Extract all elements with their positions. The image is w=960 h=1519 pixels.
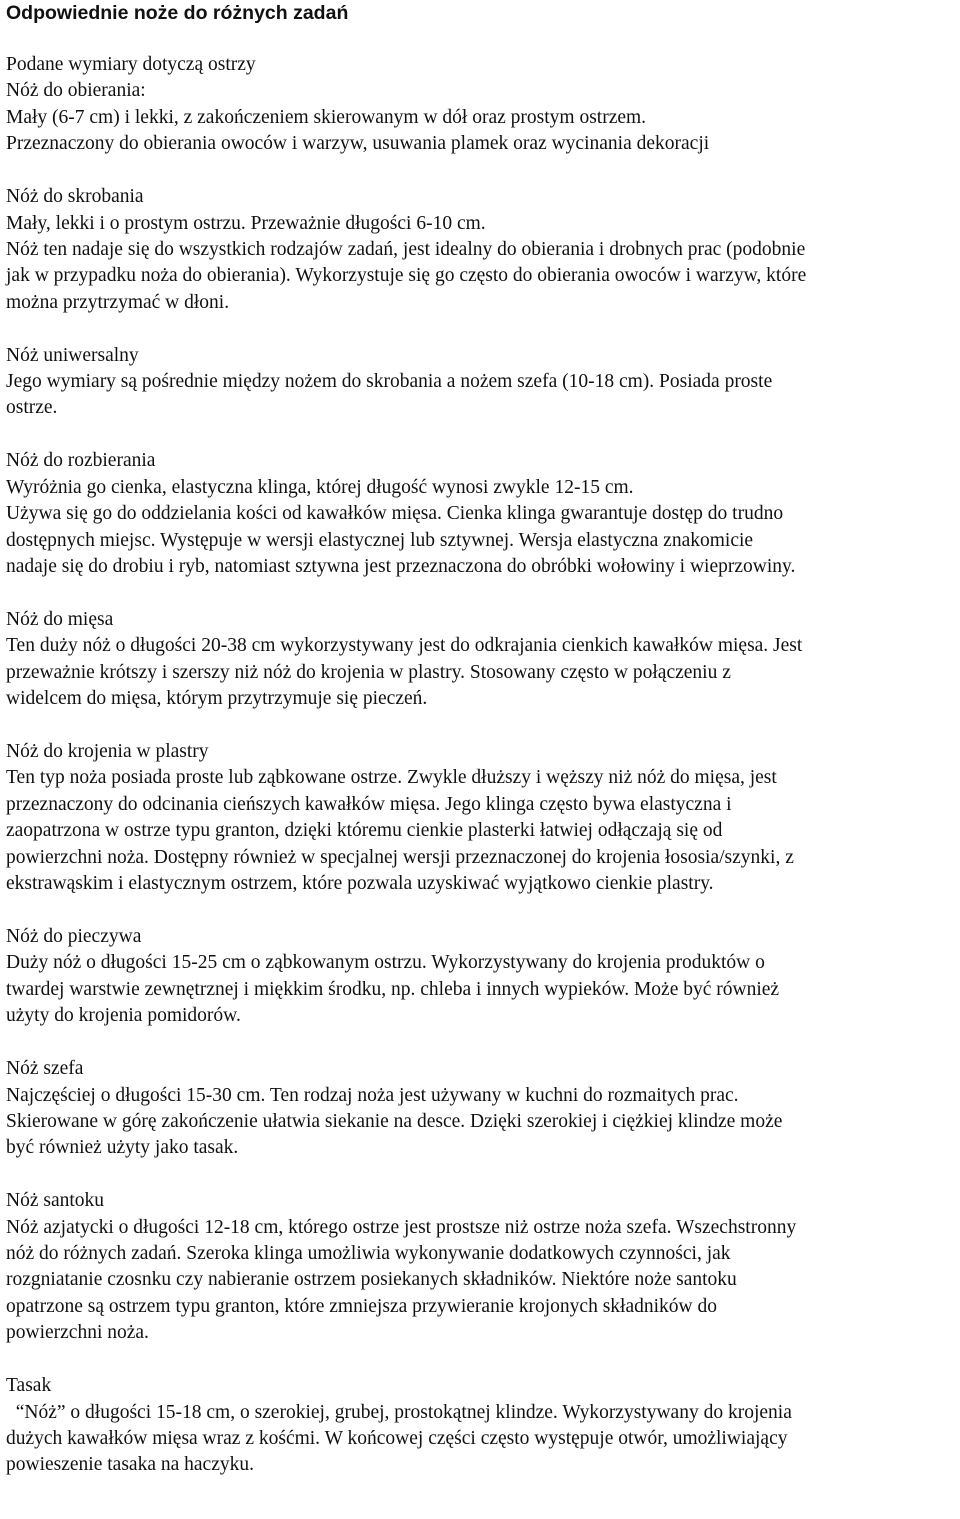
- section-body: [6, 1215, 960, 1347]
- knife-section: [6, 448, 960, 580]
- section-body: [6, 211, 960, 317]
- section-heading: Nóż do krojenia w plastry: [6, 741, 209, 763]
- body-line: dużych kawałków mięsa wraz z kośćmi. W końcowej części często występuje otwór, umożliwiający: [6, 1427, 788, 1449]
- body-line: widelcem do mięsa, którym przytrzymuje się pieczeń.: [6, 688, 428, 710]
- body-line: Ten duży nóż o długości 20-38 cm wykorzystywany jest do odkrajania cienkich kawałków mięsa. Jest: [6, 635, 803, 657]
- section-heading: Tasak: [6, 1375, 52, 1397]
- body-line: opatrzone są ostrzem typu granton, które zmniejsza przywieranie krojonych składników do: [6, 1295, 717, 1317]
- body-line: Używa się go do oddzielania kości od kawałków mięsa. Cienka klinga gwarantuje dostęp do trudno: [6, 503, 784, 525]
- knife-section: [6, 1056, 960, 1162]
- section-body: [6, 950, 960, 1029]
- body-line: twardej warstwie zewnętrznej i miękkim środku, np. chleba i innych wypieków. Może być również: [6, 978, 780, 1000]
- body-line: Nóż azjatycki o długości 12-18 cm, którego ostrze jest prostsze niż ostrze noża szefa. Wszechstronny: [6, 1216, 797, 1238]
- body-line: Mały, lekki i o prostym ostrzu. Przeważnie długości 6-10 cm.: [6, 212, 486, 234]
- body-line: nóż do różnych zadań. Szeroka klinga umożliwia wykonywanie dodatkowych czynności, jak: [6, 1243, 731, 1265]
- body-line: przeważnie krótszy i szerszy niż nóż do krojenia w plastry. Stosowany często w połączeniu z: [6, 661, 731, 683]
- page-subtitle: Podane wymiary dotyczą ostrzy: [6, 54, 256, 75]
- section-heading: Nóż do rozbierania: [6, 450, 156, 472]
- body-line: jak w przypadku noża do obierania). Wykorzystuje się go często do obierania owoców i warzyw, które: [6, 265, 807, 287]
- section-heading: Nóż do pieczywa: [6, 925, 142, 947]
- body-line: użyty do krojenia pomidorów.: [6, 1005, 241, 1027]
- body-line: Wyróżnia go cienka, elastyczna klinga, której długość wynosi zwykle 12-15 cm.: [6, 476, 634, 498]
- body-line: zaopatrzona w ostrze typu granton, dzięki któremu cienkie plasterki łatwiej odłączają się od: [6, 820, 723, 842]
- body-line: dostępnych miejsc. Występuje w wersji elastycznej lub sztywnej. Wersja elastyczna znakomicie: [6, 529, 754, 551]
- body-line: powierzchni noża.: [6, 1322, 149, 1344]
- body-line: nadaje się do drobiu i ryb, natomiast sztywna jest przeznaczona do obróbki wołowiny i wieprzowiny.: [6, 556, 796, 577]
- knife-section: [6, 924, 960, 1030]
- knife-section: [6, 78, 960, 157]
- body-line: powieszenie tasaka na haczyku.: [6, 1454, 254, 1476]
- knife-section: [6, 1188, 960, 1346]
- knife-section: [6, 1373, 960, 1479]
- section-heading: Nóż do obierania:: [6, 80, 146, 102]
- body-line: Nóż ten nadaje się do wszystkich rodzajów zadań, jest idealny do obierania i drobnych prac (podobnie: [6, 238, 806, 260]
- body-line: ekstrawąskim i elastycznym ostrzem, które pozwala uzyskiwać wyjątkowo cienkie plastry.: [6, 873, 714, 895]
- section-heading: Nóż szefa: [6, 1058, 84, 1080]
- knife-section: [6, 184, 960, 316]
- knife-section: [6, 607, 960, 713]
- body-line: ostrze.: [6, 397, 58, 419]
- section-body: [6, 1400, 960, 1479]
- section-body: [6, 475, 960, 581]
- body-line: powierzchni noża. Dostępny również w specjalnej wersji przeznaczonej do krojenia łososia/szynki, z: [6, 846, 794, 868]
- body-line: Mały (6-7 cm) i lekki, z zakończeniem skierowanym w dół oraz prostym ostrzem.: [6, 106, 647, 128]
- section-heading: Nóż uniwersalny: [6, 344, 139, 366]
- section-body: [6, 633, 960, 712]
- section-heading: Nóż do skrobania: [6, 186, 144, 208]
- section-heading: Nóż do mięsa: [6, 608, 114, 630]
- body-line: Najczęściej o długości 15-30 cm. Ten rodzaj noża jest używany w kuchni do rozmaitych prac.: [6, 1084, 739, 1106]
- sections-container: [6, 78, 960, 1478]
- body-line: można przytrzymać w dłoni.: [6, 291, 230, 313]
- body-line: Duży nóż o długości 15-25 cm o ząbkowanym ostrzu. Wykorzystywany do krojenia produktów o: [6, 952, 765, 974]
- knife-section: [6, 739, 960, 897]
- body-line: rozgniatanie czosnku czy nabieranie ostrzem posiekanych składników. Niektóre noże santoku: [6, 1269, 737, 1291]
- section-body: [6, 765, 960, 897]
- body-line: być również użyty jako tasak.: [6, 1137, 239, 1159]
- knife-section: [6, 343, 960, 422]
- body-line: Przeznaczony do obierania owoców i warzyw, usuwania plamek oraz wycinania dekoracji: [6, 133, 710, 155]
- body-line: Ten typ noża posiada proste lub ząbkowane ostrze. Zwykle dłuższy i węższy niż nóż do mięsa, jest: [6, 767, 777, 789]
- section-body: [6, 105, 960, 158]
- body-line: Jego wymiary są pośrednie między nożem do skrobania a nożem szefa (10-18 cm). Posiada proste: [6, 371, 773, 393]
- body-line: przeznaczony do odcinania cieńszych kawałków mięsa. Jego klinga często bywa elastyczna i: [6, 793, 732, 815]
- body-line: “Nóż” o długości 15-18 cm, o szerokiej, grubej, prostokątnej klindze. Wykorzystywany do krojenia: [6, 1401, 792, 1423]
- section-heading: Nóż santoku: [6, 1190, 105, 1212]
- body-line: Skierowane w górę zakończenie ułatwia siekanie na desce. Dzięki szerokiej i ciężkiej klindze może: [6, 1110, 783, 1132]
- section-body: [6, 1083, 960, 1162]
- page-title: Odpowiednie noże do różnych zadań: [6, 2, 349, 24]
- section-body: [6, 369, 960, 422]
